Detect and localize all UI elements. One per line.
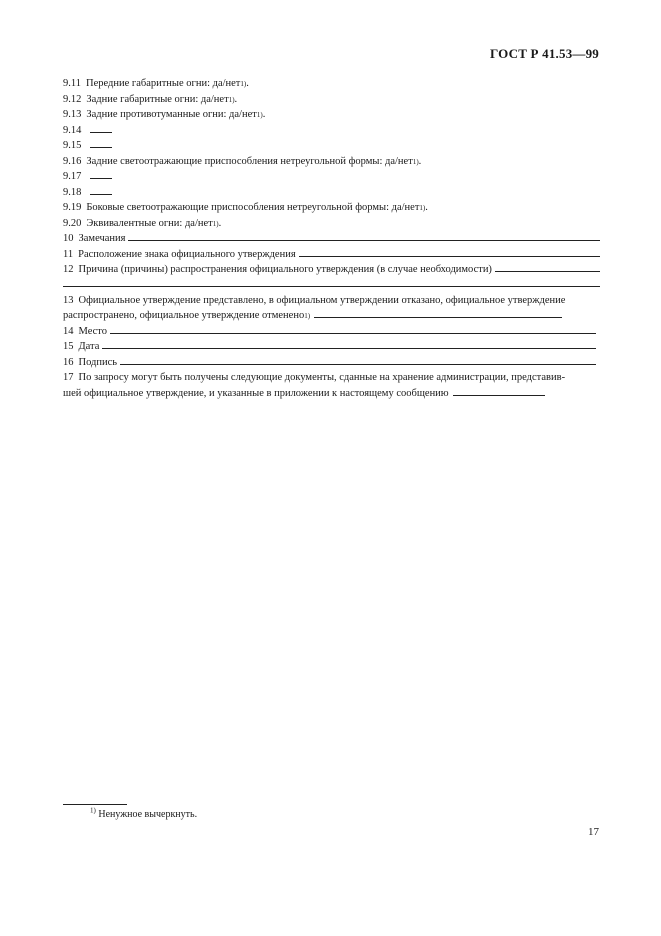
form-content [63,76,600,401]
item-9-20: 9.20 Эквивалентные огни: да/нет 1) . [63,217,222,229]
blank-field[interactable] [90,185,112,195]
item-9-12: 9.12 Задние габаритные огни: да/нет 1) . [63,93,238,105]
footnote: $^{1)}$ Ненужное вычеркнуть. [90,806,198,820]
blank-field[interactable] [90,123,112,133]
item-13-approval-status-line2: распространено, официальное утверждение отменено 1) [63,308,600,324]
item-9-17: 9.17 [63,169,600,185]
item-17-documents-line2: шей официальное утверждение, и указанные в приложении к настоящему сообщению [63,386,600,402]
place-field[interactable] [110,324,596,334]
item-16-signature: 16 Подпись [63,355,600,371]
item-9-18: 9.18 [63,185,600,201]
item-15-date: 15 Дата [63,339,600,355]
extension-reason-field-continued[interactable] [63,278,600,287]
date-field[interactable] [102,339,596,349]
item-10-remarks: 10 Замечания [63,231,600,247]
extension-reason-field[interactable] [495,262,600,272]
item-17-documents-line1: 17 По запросу могут быть получены следующие документы, сданные на хранение администрации, представив- [63,372,566,383]
document-header: ГОСТ Р 41.53—99 [490,46,599,61]
blank-field[interactable] [90,169,112,179]
item-12-extension-reason: 12 Причина (причины) распространения официального утверждения (в случае необходимости) [63,262,600,278]
page-number: 17 [588,826,599,838]
item-9-13: 9.13 Задние противотуманные огни: да/нет 1) . [63,109,266,120]
blank-field[interactable] [90,138,112,148]
item-13-approval-status-line1: 13 Официальное утверждение представлено, в официальном утверждении отказано, официальное утверждение [63,294,566,306]
item-9-11: 9.11 Передние габаритные огни: да/нет 1) . [63,78,249,89]
approval-status-field[interactable] [314,308,562,318]
item-9-15: 9.15 [63,138,600,154]
item-11-mark-location: 11 Расположение знака официального утверждения [63,247,600,263]
mark-location-field[interactable] [299,247,600,257]
item-9-19: 9.19 Боковые светоотражающие приспособления нетреугольной формы: да/нет 1) . [63,202,428,213]
footnote-divider [63,804,127,805]
item-9-14: 9.14 [63,123,600,139]
item-14-place: 14 Место [63,324,600,340]
item-9-16: 9.16 Задние светоотражающие приспособления нетреугольной формы: да/нет 1) . [63,155,422,167]
signature-field[interactable] [120,355,596,365]
remarks-field[interactable] [128,231,600,241]
documents-field[interactable] [453,386,545,396]
